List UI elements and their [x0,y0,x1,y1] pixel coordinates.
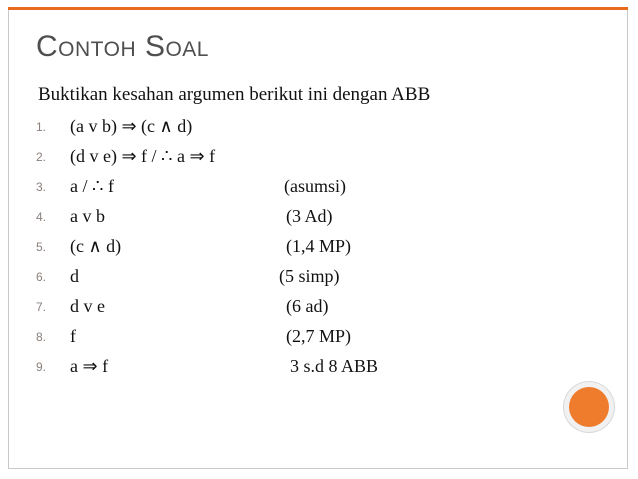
line-reason: (2,7 MP) [286,326,352,346]
line-number: 2. [36,150,47,164]
line-number: 8. [36,330,47,344]
line-statement: (c ∧ d) [70,236,122,256]
slide-title: Contoh Soal [36,30,209,63]
line-reason: 3 s.d 8 ABB [290,356,379,376]
intro-text: Buktikan kesahan argumen berikut ini dengan ABB [38,84,431,105]
line-statement: d [70,266,79,286]
line-number: 5. [36,240,47,254]
line-number: 3. [36,180,47,194]
line-reason: (asumsi) [284,176,346,196]
line-statement: d v e [70,296,105,316]
line-number: 6. [36,270,47,284]
line-statement: a / ∴ f [70,176,114,196]
line-statement: a ⇒ f [70,356,109,376]
line-number: 1. [36,120,47,134]
line-statement: (a v b) ⇒ (c ∧ d) [70,116,193,136]
line-statement: a v b [70,206,105,226]
line-number: 4. [36,210,47,224]
line-reason: (5 simp) [279,266,340,286]
line-statement: f [70,326,76,346]
line-statement: (d v e) ⇒ f / ∴ a ⇒ f [70,146,216,166]
line-reason: (1,4 MP) [286,236,352,256]
decorative-orange-circle [569,387,609,427]
line-number: 9. [36,360,47,374]
line-reason: (3 Ad) [286,206,333,226]
line-number: 7. [36,300,47,314]
top-accent-bar [8,7,628,10]
line-reason: (6 ad) [286,296,329,316]
